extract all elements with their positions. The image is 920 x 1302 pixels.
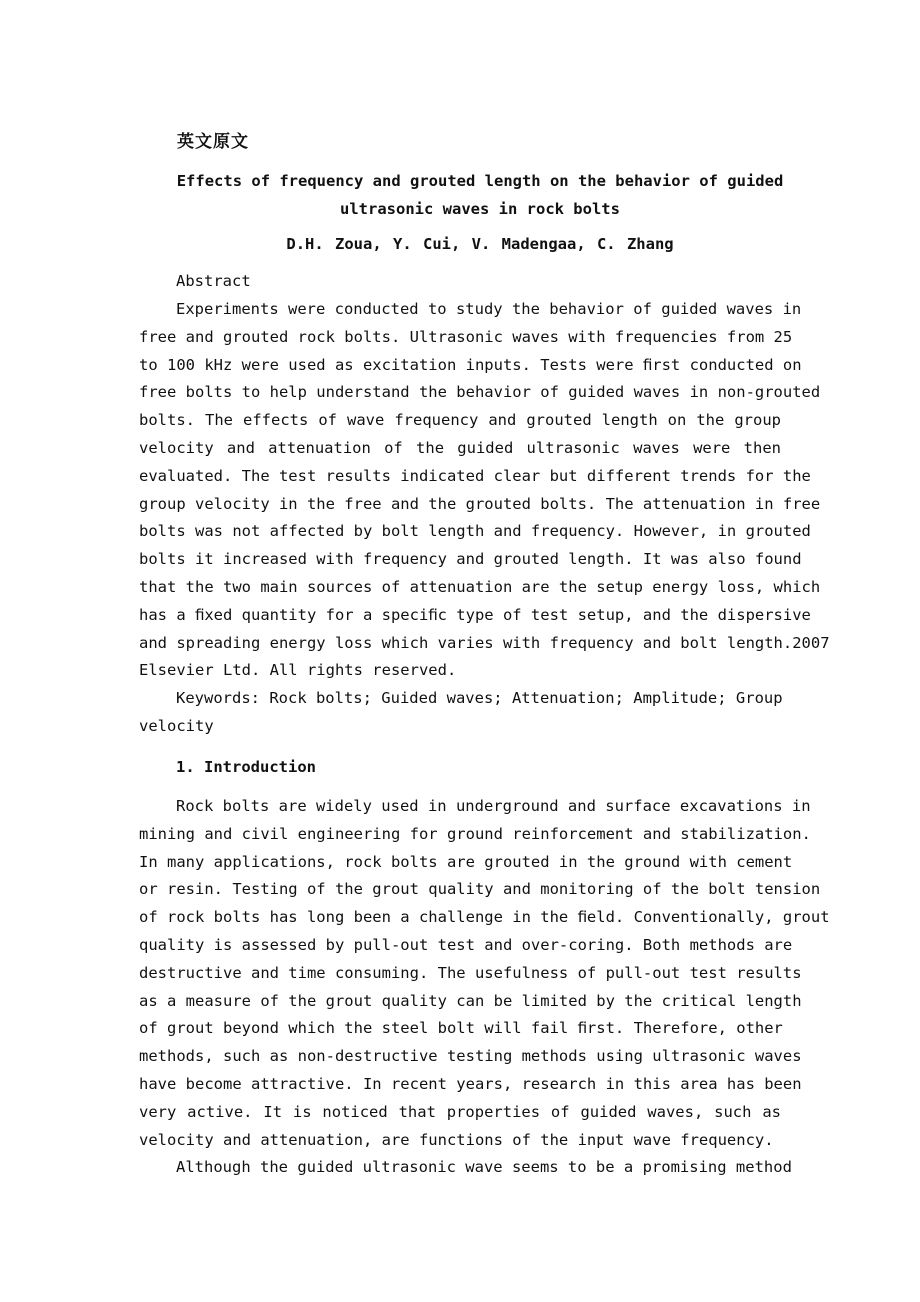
abstract-line: and spreading energy loss which varies with frequency and bolt length.2007 <box>139 633 830 652</box>
abstract-line: velocity and attenuation of the guided ultrasonic waves were then <box>139 438 781 457</box>
keywords-line: velocity <box>139 716 214 735</box>
abstract-body <box>139 296 830 741</box>
intro-line: or resin. Testing of the grout quality and monitoring of the bolt tension <box>139 880 821 899</box>
author-list: D.H. Zoua, Y. Cui, V. Madengaa, C. Zhang <box>286 235 674 253</box>
introduction-body <box>139 793 830 1182</box>
abstract-line: Experiments were conducted to study the behavior of guided waves in <box>176 300 802 318</box>
abstract-line: free bolts to help understand the behavior of guided waves in non-grouted <box>139 383 821 402</box>
paper-title <box>140 167 820 223</box>
original-text-heading: 英文原文 <box>177 132 249 152</box>
abstract-line: bolts was not affected by bolt length and frequency. However, in grouted <box>139 522 811 541</box>
intro-line: destructive and time consuming. The usefulness of pull-out test results <box>139 963 802 982</box>
intro-line: of rock bolts has long been a challenge in the ﬁeld. Conventionally, grout <box>139 908 830 927</box>
intro-line: quality is assessed by pull-out test and over-coring. Both methods are <box>139 935 793 954</box>
intro-line: mining and civil engineering for ground reinforcement and stabilization. <box>139 824 811 843</box>
abstract-line: bolts it increased with frequency and grouted length. It was also found <box>139 550 802 569</box>
paper-title-line-1: Effects of frequency and grouted length on the behavior of guided <box>176 172 784 190</box>
abstract-label: Abstract <box>176 272 251 290</box>
abstract-line: group velocity in the free and the grouted bolts. The attenuation in free <box>139 494 821 513</box>
paper-title-line-2: ultrasonic waves in rock bolts <box>340 200 620 218</box>
intro-line: very active. It is noticed that properties of guided waves, such as <box>139 1102 781 1121</box>
intro-line: as a measure of the grout quality can be limited by the critical length <box>139 991 802 1010</box>
abstract-line: evaluated. The test results indicated clear but different trends for the <box>139 466 811 485</box>
abstract-line: that the two main sources of attenuation are the setup energy loss, which <box>139 577 821 596</box>
section-heading-introduction: 1. Introduction <box>176 758 316 776</box>
abstract-line: Elsevier Ltd. All rights reserved. <box>139 661 457 680</box>
intro-next-paragraph-line: Although the guided ultrasonic wave seems to be a promising method <box>176 1158 792 1177</box>
keywords-line: Keywords: Rock bolts; Guided waves; Attenuation; Amplitude; Group <box>176 689 783 708</box>
intro-line: Rock bolts are widely used in underground and surface excavations in <box>176 797 811 815</box>
abstract-line: has a ﬁxed quantity for a speciﬁc type of test setup, and the dispersive <box>139 605 811 624</box>
intro-line: have become attractive. In recent years, research in this area has been <box>139 1074 802 1093</box>
intro-line: velocity and attenuation, are functions of the input wave frequency. <box>139 1130 774 1149</box>
intro-line: of grout beyond which the steel bolt will fail ﬁrst. Therefore, other <box>139 1019 783 1038</box>
intro-line: In many applications, rock bolts are grouted in the ground with cement <box>139 852 793 871</box>
abstract-line: free and grouted rock bolts. Ultrasonic waves with frequencies from 25 <box>139 327 793 346</box>
abstract-line: bolts. The effects of wave frequency and grouted length on the group <box>139 411 781 430</box>
intro-line: methods, such as non-destructive testing methods using ultrasonic waves <box>139 1047 802 1066</box>
abstract-line: to 100 kHz were used as excitation inputs. Tests were ﬁrst conducted on <box>139 355 802 374</box>
